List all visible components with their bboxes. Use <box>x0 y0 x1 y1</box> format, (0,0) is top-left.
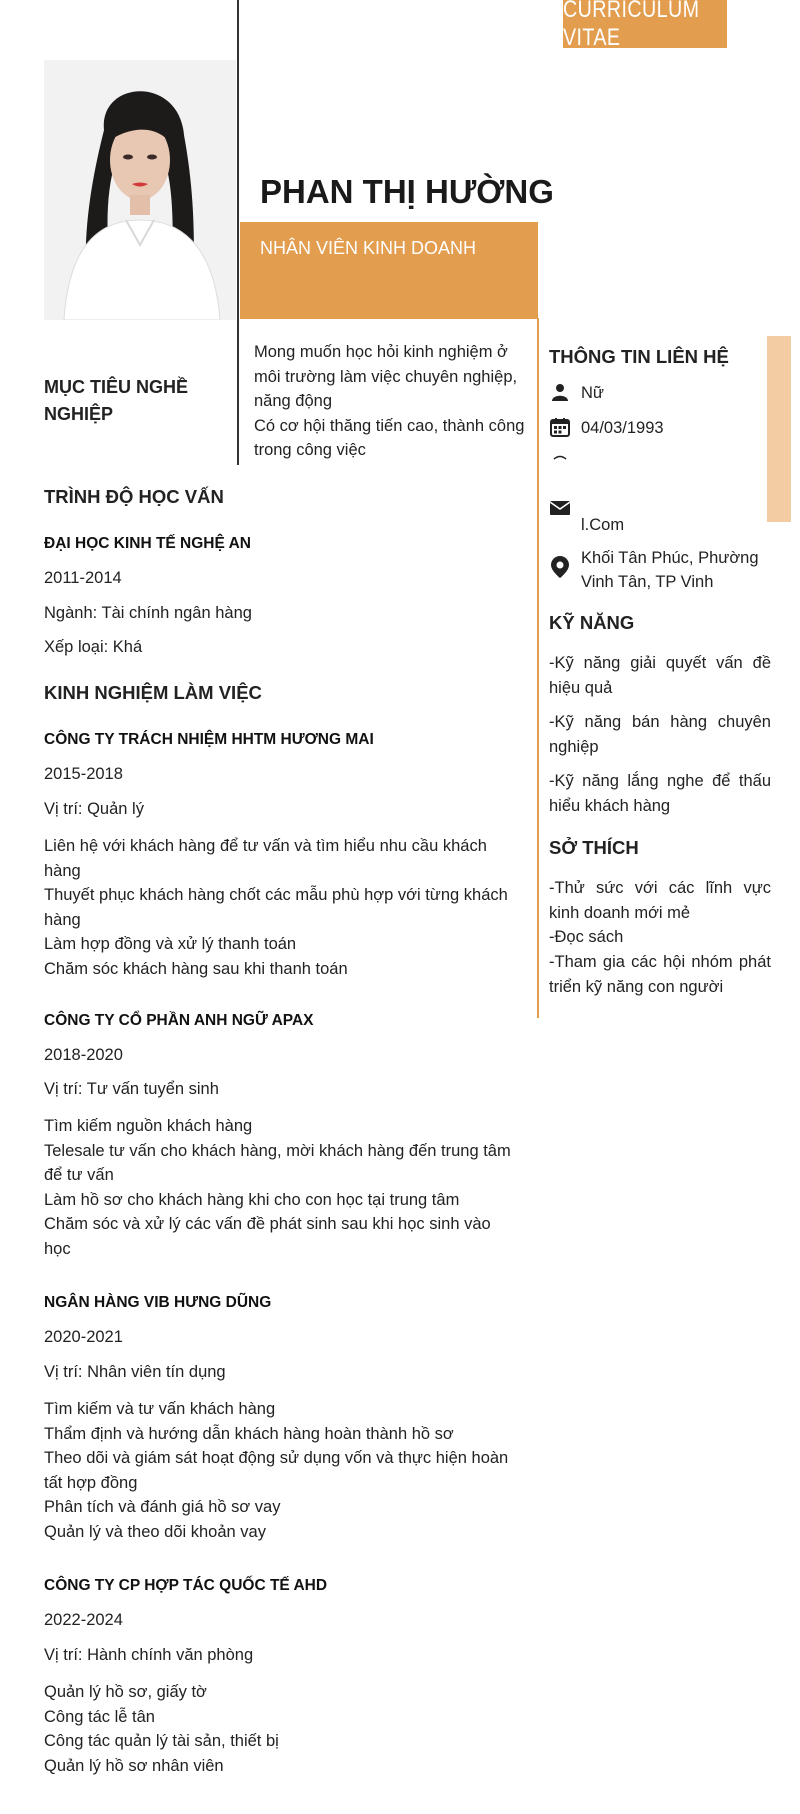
portrait-image <box>44 60 236 320</box>
job-title-band <box>240 222 538 319</box>
school-name: ĐẠI HỌC KINH TẾ NGHỆ AN <box>44 535 251 552</box>
duty-item: Quản lý hồ sơ, giấy tờ <box>44 1683 207 1701</box>
objective-heading: MỤC TIÊU NGHỀ NGHIỆP <box>44 377 188 424</box>
job-period: 2020-2021 <box>44 1328 123 1346</box>
company-name: NGÂN HÀNG VIB HƯNG DŨNG <box>44 1294 272 1311</box>
job-position: Vị trí: Hành chính văn phòng <box>44 1646 254 1664</box>
duty-item: Telesale tư vấn cho khách hàng, mời khách hàng đến trung tâm để tư vấn <box>44 1141 511 1184</box>
skill-item: -Kỹ năng bán hàng chuyên nghiệp <box>549 713 771 756</box>
company-name: CÔNG TY CỔ PHẦN ANH NGỮ APAX <box>44 1012 314 1029</box>
duty-item: Công tác quản lý tài sản, thiết bị <box>44 1732 279 1750</box>
job-duties <box>44 834 514 981</box>
job-period: 2018-2020 <box>44 1046 123 1064</box>
mail-icon <box>549 500 571 522</box>
objective-line: Mong muốn học hỏi kinh nghiệm ở môi trường làm việc chuyên nghiệp, năng động <box>254 343 518 410</box>
duty-item: Liên hệ với khách hàng để tư vấn và tìm hiểu nhu cầu khách hàng <box>44 837 487 880</box>
phone-value: - <box>581 455 587 473</box>
phone-icon <box>549 452 571 474</box>
contact-gender <box>549 381 604 405</box>
duty-item: Thẩm định và hướng dẫn khách hàng hoàn thành hồ sơ <box>44 1424 454 1443</box>
skills-heading: KỸ NĂNG <box>549 612 635 633</box>
education-heading: TRÌNH ĐỘ HỌC VẤN <box>44 486 224 507</box>
duty-item: Làm hợp đồng và xử lý thanh toán <box>44 935 297 953</box>
cv-badge-text: CURRICULUM VITAE <box>563 0 700 51</box>
duty-item: Tìm kiếm nguồn khách hàng <box>44 1117 253 1135</box>
profile-photo <box>44 60 236 320</box>
contact-phone <box>549 452 587 476</box>
job-duties <box>44 1397 514 1544</box>
duty-item: Làm hồ sơ cho khách hàng khi cho con học tại trung tâm <box>44 1190 460 1209</box>
contact-email <box>549 500 624 537</box>
job-title: NHÂN VIÊN KINH DOANH <box>260 238 477 258</box>
candidate-name: PHAN THỊ HƯỜNG <box>260 173 554 210</box>
skill-item: -Kỹ năng giải quyết vấn đề hiệu quả <box>549 654 771 697</box>
hobby-item: -Đọc sách <box>549 928 624 946</box>
duty-item: Theo dõi và giám sát hoạt động sử dụng vốn và thực hiện hoàn tất hợp đồng <box>44 1449 509 1492</box>
accent-side-bar <box>767 336 791 522</box>
education-major: Ngành: Tài chính ngân hàng <box>44 604 252 622</box>
hobbies-heading: SỞ THÍCH <box>549 837 639 858</box>
cv-badge <box>563 0 727 51</box>
education-grade: Xếp loại: Khá <box>44 638 143 656</box>
duty-item: Tìm kiếm và tư vấn khách hàng <box>44 1400 276 1418</box>
duty-item: Phân tích và đánh giá hồ sơ vay <box>44 1498 281 1516</box>
person-icon <box>549 381 571 403</box>
company-name: CÔNG TY TRÁCH NHIỆM HHTM HƯƠNG MAI <box>44 731 374 748</box>
job-position: Vị trí: Quản lý <box>44 800 144 818</box>
job-duties <box>44 1680 514 1778</box>
job-position: Vị trí: Tư vấn tuyển sinh <box>44 1080 219 1098</box>
calendar-icon <box>549 416 571 438</box>
duty-item: Quản lý và theo dõi khoản vay <box>44 1522 266 1541</box>
vertical-divider <box>237 0 239 465</box>
job-period: 2022-2024 <box>44 1611 123 1629</box>
company-name: CÔNG TY CP HỢP TÁC QUỐC TẾ AHD <box>44 1577 328 1594</box>
job-position: Vị trí: Nhân viên tín dụng <box>44 1363 226 1381</box>
job-duties <box>44 1114 514 1261</box>
job-period: 2015-2018 <box>44 765 123 783</box>
objective-line: Có cơ hội thăng tiến cao, thành công trong công việc <box>254 416 525 459</box>
duty-item: Chăm sóc và xử lý các vấn đề phát sinh sau khi học sinh vào học <box>44 1215 491 1258</box>
address-value: Khối Tân Phúc, Phường Vinh Tân, TP Vinh <box>581 549 759 591</box>
gender-value: Nữ <box>581 384 604 402</box>
hobby-item: -Thử sức với các lĩnh vực kinh doanh mới mẻ <box>549 879 771 922</box>
duty-item: Thuyết phục khách hàng chốt các mẫu phù hợp với từng khách hàng <box>44 886 508 929</box>
skill-item: -Kỹ năng lắng nghe để thấu hiểu khách hàng <box>549 772 771 815</box>
contact-address <box>549 546 771 594</box>
contact-birthday <box>549 416 664 440</box>
location-pin-icon <box>549 556 571 578</box>
duty-item: Chăm sóc khách hàng sau khi thanh toán <box>44 959 348 978</box>
experience-heading: KINH NGHIỆM LÀM VIỆC <box>44 682 262 703</box>
birthday-value: 04/03/1993 <box>581 419 664 437</box>
contact-heading: THÔNG TIN LIÊN HỆ <box>549 346 729 367</box>
hobby-item: -Tham gia các hội nhóm phát triển kỹ năng con người <box>549 953 771 996</box>
duty-item: Công tác lễ tân <box>44 1707 155 1726</box>
duty-item: Quản lý hồ sơ nhân viên <box>44 1756 224 1775</box>
objective-text <box>254 340 539 463</box>
email-value: l.Com <box>581 516 625 534</box>
education-period: 2011-2014 <box>44 569 122 587</box>
